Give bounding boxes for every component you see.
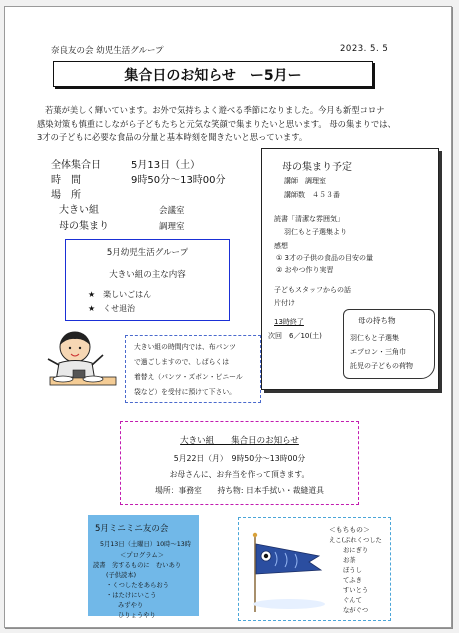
group-box-item: ★ くせ退治 xyxy=(88,304,136,313)
notes-line: 羽仁もと子選集より xyxy=(284,228,347,236)
intro-line: 3才の子どもに必要な食品の分量と基本時刻を聞きたいと思っています。 xyxy=(37,132,308,142)
belongings-item: ぐんて xyxy=(343,597,362,604)
notes-line: 感想 xyxy=(274,242,288,250)
mother-box-title: 母の持ち物 xyxy=(358,316,396,325)
intro-paragraph xyxy=(37,104,415,145)
mother-box-item: エプロン・三角巾 xyxy=(350,348,406,356)
blue-box-book: (子供読本) xyxy=(106,572,137,579)
belongings-item: てふき xyxy=(343,577,362,584)
intro-line: 感染対策も慎重にしながら子どもたちと元気な笑顔で集まりたいと思います。 母の集まりでは、 xyxy=(37,118,396,129)
group-box-item: ★ 楽しいごはん xyxy=(88,290,152,299)
belongings-item: ながぐつ xyxy=(343,607,369,614)
belongings-item: ぼうし xyxy=(343,567,362,574)
note-line: 袋など）を受付に預けて下さい。 xyxy=(134,388,236,396)
note-line: 着替え（パンツ・ズボン・ビニール xyxy=(134,373,243,381)
note-line: 大きい組の時間内では、布パンツ xyxy=(134,343,236,351)
notes-line: 次回 6／10(土) xyxy=(268,332,322,340)
notes-title: 母の集まり予定 xyxy=(282,162,352,173)
belongings-item: えこ(ぷれくつした xyxy=(329,537,382,544)
note-line: で過ごしますので、しばらくは xyxy=(134,358,230,366)
pink-box-time: 5月22日（月） 9時50分〜13時00分 xyxy=(173,454,306,463)
blue-box-time: 5月13日（土曜日）10時〜13時 xyxy=(100,541,192,548)
mother-box-item: 託児の子どもの荷物 xyxy=(350,362,413,370)
belongings-item: すいとう xyxy=(343,587,369,594)
time-label: 時 間 xyxy=(51,175,81,186)
document-page xyxy=(4,6,452,628)
intro-line: 若葉が美しく輝いています。お外で気持ちよく遊べる季節になりました。今月も新型コロナ xyxy=(45,105,385,115)
blue-box-program: ＜プログラム＞ xyxy=(120,552,165,559)
notes-line: ① 3才の子供の食品の目安の量 xyxy=(276,254,373,262)
blue-box-song: ・くつしたをあらおう xyxy=(106,582,169,589)
belongings-box xyxy=(238,517,391,621)
pink-box-bento: お母さんに、お弁当を作って頂きます。 xyxy=(169,470,310,479)
issue-date: 2023. 5. 5 xyxy=(340,44,389,54)
mother-box-item: 羽仁もと子選集 xyxy=(350,334,399,342)
pink-box-title: 大きい組 集合日のお知らせ xyxy=(180,436,299,446)
place-group: 大きい組 xyxy=(59,205,99,216)
time-value: 9時50分〜13時00分 xyxy=(131,175,226,186)
page-title: 集合日のお知らせ ー5月ー xyxy=(124,68,302,84)
date-value: 5月13日（土） xyxy=(131,160,201,171)
older-class-notice xyxy=(120,421,359,505)
blue-box-title: 5月ミニミニ友の会 xyxy=(95,524,169,534)
blue-box-extra: みずやり xyxy=(118,602,144,609)
blue-box-song: ・はたけにいこう xyxy=(106,592,157,599)
notes-line: ② おやつ作り実習 xyxy=(276,266,334,274)
place-room: 会議室 xyxy=(159,206,185,216)
schedule-info xyxy=(51,158,226,235)
group-box-subtitle: 大きい組の主な内容 xyxy=(109,270,186,280)
place-label: 場 所 xyxy=(51,190,81,201)
date-label: 全体集合日 xyxy=(51,160,101,171)
belongings-title: ＜もちもの＞ xyxy=(329,526,370,534)
blue-box-extra: ひりょうやり xyxy=(118,612,156,619)
group-box-title: 5月幼児生活グループ xyxy=(106,248,189,258)
notes-line: 子どもスタッフからの話 xyxy=(274,286,351,294)
place-room: 調理室 xyxy=(159,222,185,232)
notes-line: 講師 調理室 xyxy=(284,177,326,185)
title-box xyxy=(53,61,373,87)
blue-box-reading: 読書 劣するものに むいあり xyxy=(93,562,182,569)
belongings-item: お茶 xyxy=(343,557,356,564)
group-box xyxy=(65,239,230,321)
koinobori-icon xyxy=(249,532,331,614)
change-clothes-note xyxy=(125,335,261,403)
belongings-item: おにぎり xyxy=(343,547,369,554)
mother-belongings-box xyxy=(343,309,435,379)
notes-line: 片付け xyxy=(274,299,295,307)
organization-name: 奈良友の会 幼児生活グループ xyxy=(51,46,164,56)
child-eating-illustration xyxy=(45,329,121,401)
notes-line: 読書「清潔な雰囲気」 xyxy=(274,215,344,223)
place-group: 母の集まり xyxy=(59,221,109,232)
notes-line: 講師数 ４５３番 xyxy=(284,191,340,199)
pink-box-place: 場所：事務室 持ち物: 日本手拭い・裁縫道具 xyxy=(155,486,324,495)
notes-line: 13時終了 xyxy=(274,318,304,326)
mini-tomonokai-box xyxy=(88,515,199,619)
